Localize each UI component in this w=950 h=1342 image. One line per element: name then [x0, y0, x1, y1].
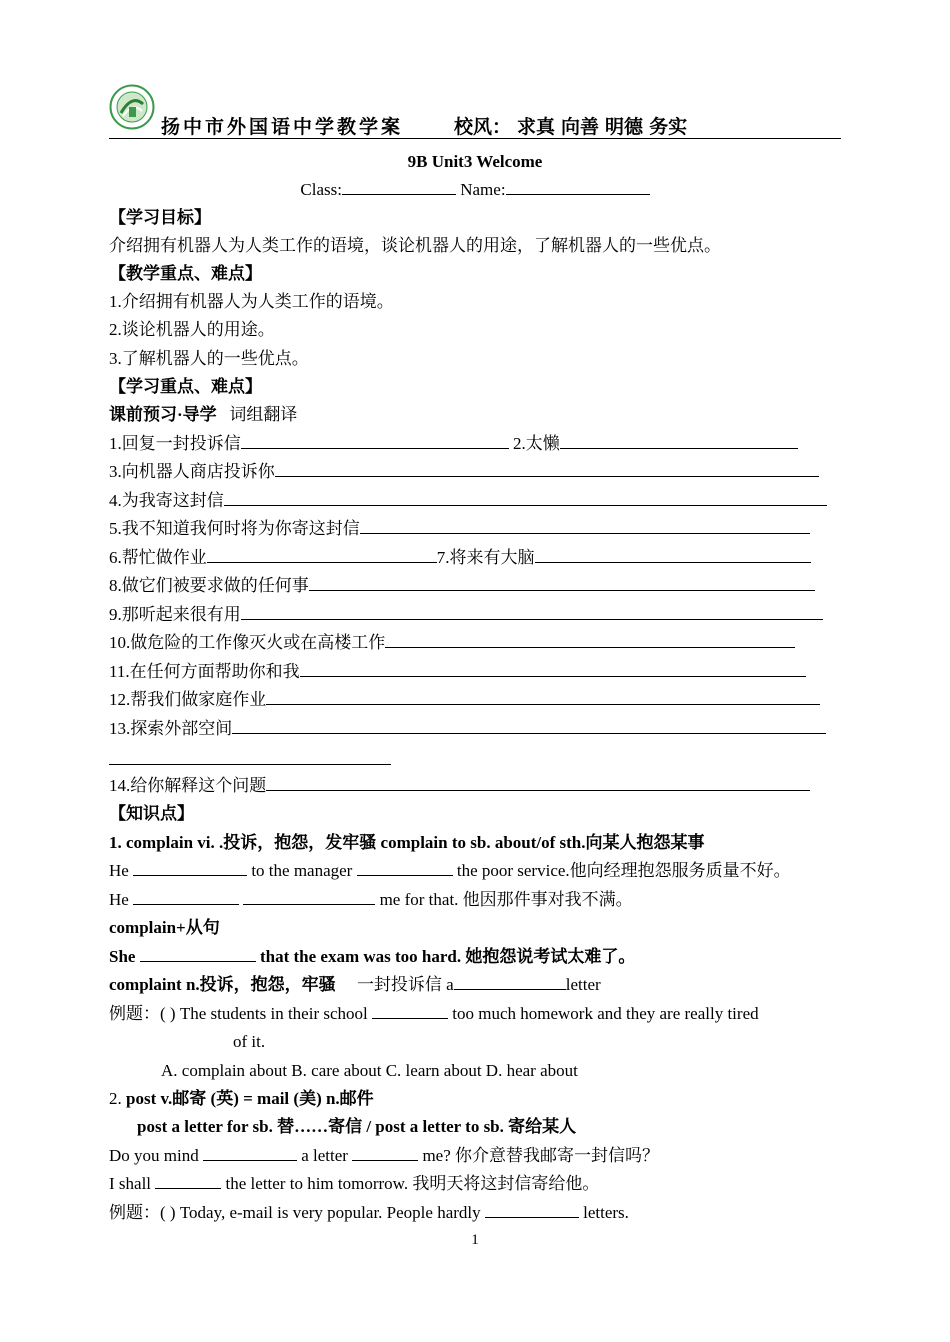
phrase-item: 13.探索外部空间 [109, 719, 233, 738]
answer-blank[interactable] [241, 430, 509, 449]
phrase-item: 5.我不知道我何时将为你寄这封信 [109, 519, 360, 538]
answer-blank[interactable] [454, 971, 566, 990]
phrase-row [109, 629, 795, 657]
example-text: letter [565, 975, 601, 994]
example-text: the poor service.他向经理抱怨服务质量不好。 [456, 861, 791, 880]
question-continued: of it. [233, 1032, 266, 1051]
answer-blank[interactable] [300, 658, 806, 677]
answer-blank[interactable] [535, 544, 811, 563]
phrase-row [109, 715, 826, 743]
phrase-item: 9.那听起来很有用 [109, 605, 241, 624]
answer-blank[interactable] [243, 886, 375, 905]
example-text: He [109, 890, 129, 909]
post-definition: post v.邮寄 (英) = mail (美) n.邮件 [126, 1089, 374, 1108]
question-row [109, 1199, 629, 1227]
motto-word: 明德 [605, 116, 644, 138]
goal-text: 介绍拥有机器人为人类工作的语境，谈论机器人的用途，了解机器人的一些优点。 [109, 236, 721, 255]
answer-blank[interactable] [560, 430, 798, 449]
worksheet-page [109, 80, 841, 139]
teach-item: 1.介绍拥有机器人为人类工作的语境。 [109, 292, 394, 311]
example-text: me for that. 他因那件事对我不满。 [379, 890, 633, 909]
answer-blank[interactable] [203, 1142, 297, 1161]
example-text: that the exam was too hard. 她抱怨说考试太难了。 [259, 947, 636, 966]
answer-blank[interactable] [241, 601, 823, 620]
motto-word: 向善 [561, 116, 600, 138]
section-knowledge: 【知识点】 [109, 804, 194, 823]
class-name-row [109, 176, 841, 204]
phrase-row [109, 515, 810, 543]
question-text: 例题：( ) Today, e-mail is very popular. People hardly [109, 1203, 481, 1222]
phrase-item: 4.为我寄这封信 [109, 491, 224, 510]
phrase-item: 7.将来有大脑 [436, 548, 535, 567]
answer-blank[interactable] [224, 487, 827, 506]
answer-blank[interactable] [352, 1142, 418, 1161]
school-logo-icon [109, 84, 155, 130]
example-text: I shall [109, 1174, 152, 1193]
question-text: 例题：( ) The students in their school [109, 1004, 368, 1023]
phrase-item: 1.回复一封投诉信 [109, 434, 241, 453]
phrase-row [109, 601, 823, 629]
question-text: too much homework and they are really tired [452, 1004, 759, 1023]
section-learn: 【学习重点、难点】 [109, 377, 262, 396]
example-text: She [109, 947, 136, 966]
answer-blank[interactable] [155, 1170, 221, 1189]
question-row [109, 1000, 759, 1028]
phrase-item: 8.做它们被要求做的任何事 [109, 576, 309, 595]
phrase-row [109, 458, 819, 486]
post-usage: post a letter for sb. 替……寄信 / post a letter to sb. 寄给某人 [137, 1117, 577, 1136]
phrase-row [109, 572, 815, 600]
teach-item: 3.了解机器人的一些优点。 [109, 349, 309, 368]
motto-label: 校风： [454, 116, 512, 138]
answer-blank[interactable] [372, 1000, 448, 1019]
class-blank[interactable] [342, 176, 456, 195]
school-motto [454, 112, 693, 139]
class-label: Class: [300, 180, 342, 199]
complaint-row [109, 971, 601, 999]
motto-word: 求真 [517, 116, 556, 138]
name-label: Name: [460, 180, 506, 199]
example-row [109, 943, 635, 971]
phrase-item: 12.帮我们做家庭作业 [109, 690, 267, 709]
preview-heading [109, 401, 297, 429]
phrase-item: 11.在任何方面帮助你和我 [109, 662, 300, 681]
page-number: 1 [471, 1232, 479, 1248]
knowledge-1-heading: 1. complain vi. .投诉，抱怨，发牢骚 complain to sb. about/of sth.向某人抱怨某事 [109, 833, 705, 852]
answer-blank[interactable] [357, 857, 453, 876]
phrase-row [109, 430, 798, 458]
answer-blank[interactable] [140, 943, 256, 962]
example-row [109, 857, 791, 885]
page-title: 9B Unit3 Welcome [407, 152, 543, 171]
phrase-row [109, 544, 811, 572]
example-row [109, 886, 633, 914]
phrase-row [109, 686, 820, 714]
answer-blank[interactable] [360, 515, 810, 534]
point-number: 2. [109, 1089, 122, 1108]
header [109, 80, 841, 139]
phrase-item: 14.给你解释这个问题 [109, 776, 267, 795]
answer-blank[interactable] [232, 715, 826, 734]
phrase-item: 10.做危险的工作像灭火或在高楼工作 [109, 633, 386, 652]
example-text: 一封投诉信 a [356, 975, 454, 994]
example-text: the letter to him tomorrow. 我明天将这封信寄给他。 [225, 1174, 600, 1193]
question-text: letters. [583, 1203, 629, 1222]
phrase-item: 3.向机器人商店投诉你 [109, 462, 275, 481]
example-text: Do you mind [109, 1146, 199, 1165]
teach-item: 2.谈论机器人的用途。 [109, 320, 275, 339]
answer-blank[interactable] [275, 458, 819, 477]
answer-blank[interactable] [385, 629, 795, 648]
answer-blank[interactable] [133, 857, 247, 876]
preview-bold: 课前预习·导学 [109, 405, 217, 424]
section-teach: 【教学重点、难点】 [109, 264, 262, 283]
answer-blank[interactable] [133, 886, 239, 905]
example-text: a letter [301, 1146, 348, 1165]
answer-blank[interactable] [266, 686, 820, 705]
answer-blank[interactable] [485, 1199, 579, 1218]
section-goal: 【学习目标】 [109, 208, 211, 227]
example-row [109, 1170, 599, 1198]
example-text: to the manager [251, 861, 353, 880]
answer-blank[interactable] [266, 772, 810, 791]
phrase-row [109, 658, 806, 686]
phrase-row [109, 487, 827, 515]
example-text: me? 你介意替我邮寄一封信吗？ [422, 1146, 660, 1165]
complaint-definition: complaint n.投诉，抱怨，牢骚 [109, 975, 336, 994]
knowledge-2-heading [109, 1085, 374, 1113]
example-text: He [109, 861, 129, 880]
phrase-item: 2.太懒 [513, 434, 560, 453]
answer-blank[interactable] [309, 572, 815, 591]
phrase-row [109, 772, 810, 800]
name-blank[interactable] [506, 176, 650, 195]
example-row [109, 1142, 659, 1170]
answer-blank-continued[interactable] [109, 764, 391, 765]
preview-plain: 词组翻译 [229, 405, 298, 424]
motto-word: 务实 [649, 116, 688, 138]
complain-clause: complain+从句 [109, 918, 220, 937]
phrase-item: 6.帮忙做作业 [109, 548, 207, 567]
school-name: 扬中市外国语中学教学案 [161, 116, 404, 138]
answer-options: A. complain about B. care about C. learn about D. hear about [161, 1061, 578, 1080]
answer-blank[interactable] [207, 544, 437, 563]
